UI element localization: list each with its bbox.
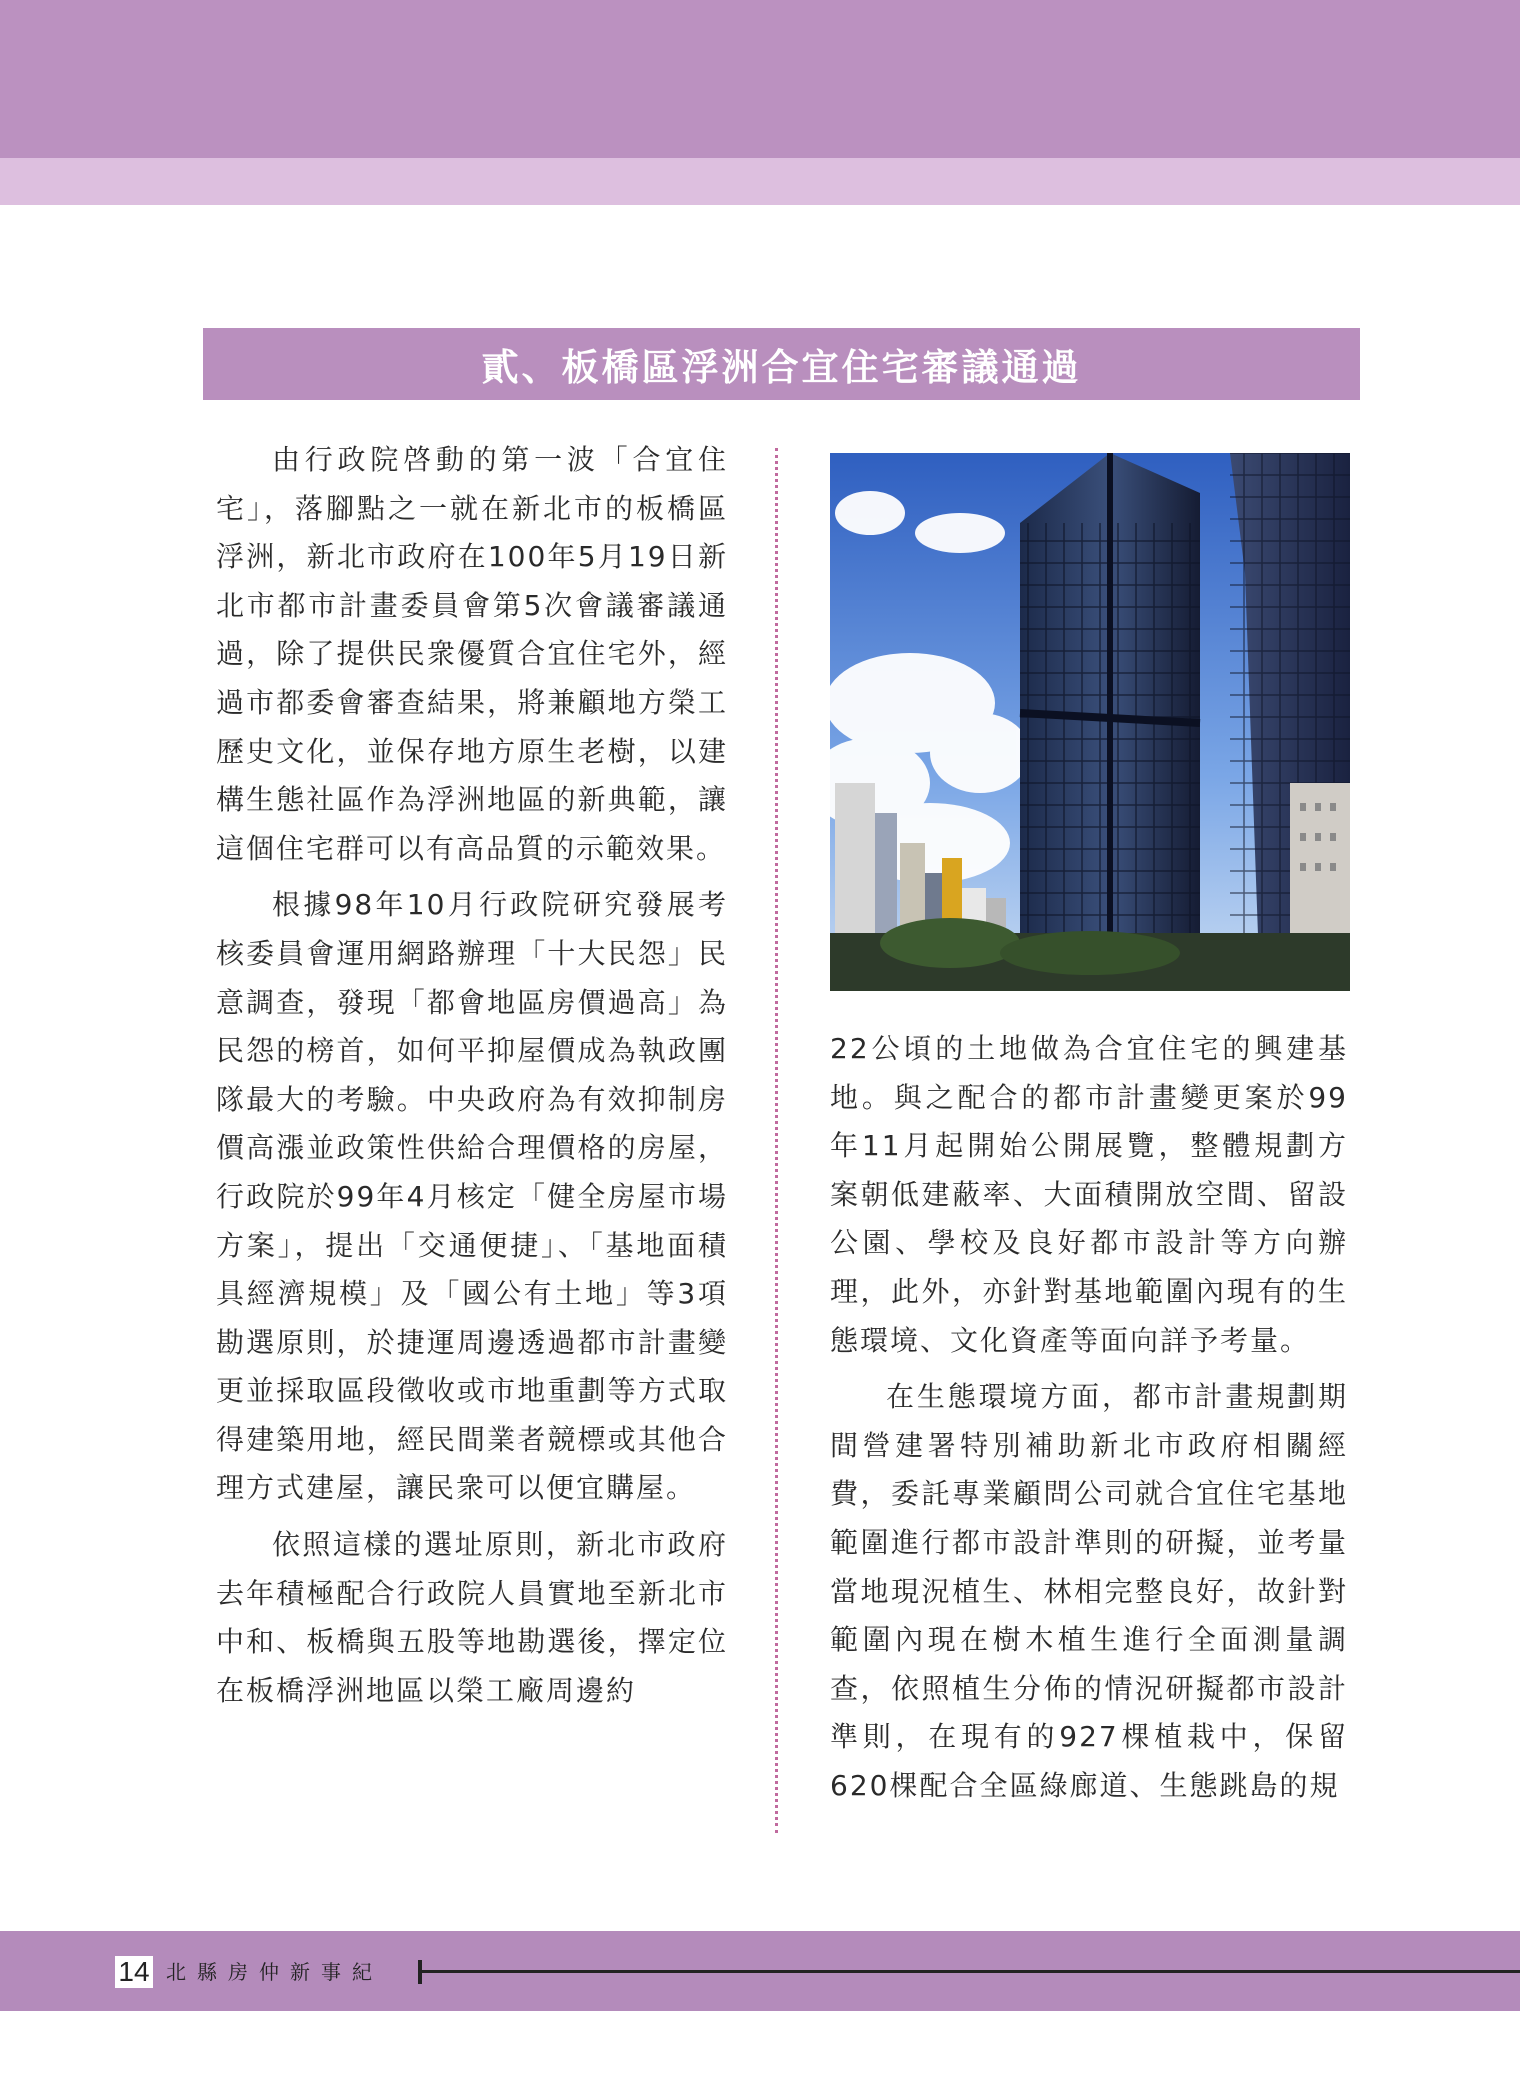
article-right-column [830,1025,1348,1819]
header-band-light [0,158,1520,205]
paragraph: 22公頃的土地做為合宜住宅的興建基地。與之配合的都市計畫變更案於99年11月起開始公開展覽，整體規劃方案朝低建蔽率、大面積開放空間、留設公園、學校及良好都市設計等方向辦理，此外，亦針對基地範圍內現有的生態環境、文化資產等面向詳予考量。 [830,1032,1348,1357]
page-number: 14 [115,1956,153,1988]
section-title: 貳、板橋區浮洲合宜住宅審議通過 [481,346,1082,389]
skyscraper-photo [830,453,1350,991]
paragraph: 依照這樣的選址原則，新北市政府去年積極配合行政院人員實地至新北市中和、板橋與五股等地勘選後，擇定位在板橋浮洲地區以榮工廠周邊約 [216,1528,728,1707]
footer-rule [420,1970,1520,1973]
paragraph: 根據98年10月行政院研究發展考核委員會運用網路辦理「十大民怨」民意調查，發現「都會地區房價過高」為民怨的榜首，如何平抑屋價成為執政團隊最大的考驗。中央政府為有效抑制房價高漲並政策性供給合理價格的房屋，行政院於99年4月核定「健全房屋市場方案」，提出「交通便捷」、「基地面積具經濟規模」及「國公有土地」等3項勘選原則，於捷運周邊透過都市計畫變更並採取區段徵收或市地重劃等方式取得建築用地，經民間業者競標或其他合理方式建屋，讓民衆可以便宜購屋。 [216,888,728,1505]
header-band [0,0,1520,158]
article-left-column [216,436,728,1723]
paragraph: 由行政院啓動的第一波「合宜住宅」，落腳點之一就在新北市的板橋區浮洲，新北市政府在100年5月19日新北市都市計畫委員會第5次會議審議通過，除了提供民衆優質合宜住宅外，經過市都委會審查結果，將兼顧地方榮工歷史文化，並保存地方原生老樹，以建構生態社區作為浮洲地區的新典範，讓這個住宅群可以有高品質的示範效果。 [216,443,728,865]
publication-name: 北縣房仲新事紀 [166,1960,383,1984]
paragraph: 在生態環境方面，都市計畫規劃期間營建署特別補助新北市政府相關經費，委託專業顧問公司就合宜住宅基地範圍進行都市設計準則的研擬，並考量當地現況植生、林相完整良好，故針對範圍內現在樹木植生進行全面測量調查，依照植生分佈的情況研擬都市設計準則，在現有的927棵植栽中，保留620棵配合全區綠廊道、生態跳島的規 [830,1380,1348,1802]
column-divider [775,448,778,1833]
section-title-bar [203,328,1360,400]
